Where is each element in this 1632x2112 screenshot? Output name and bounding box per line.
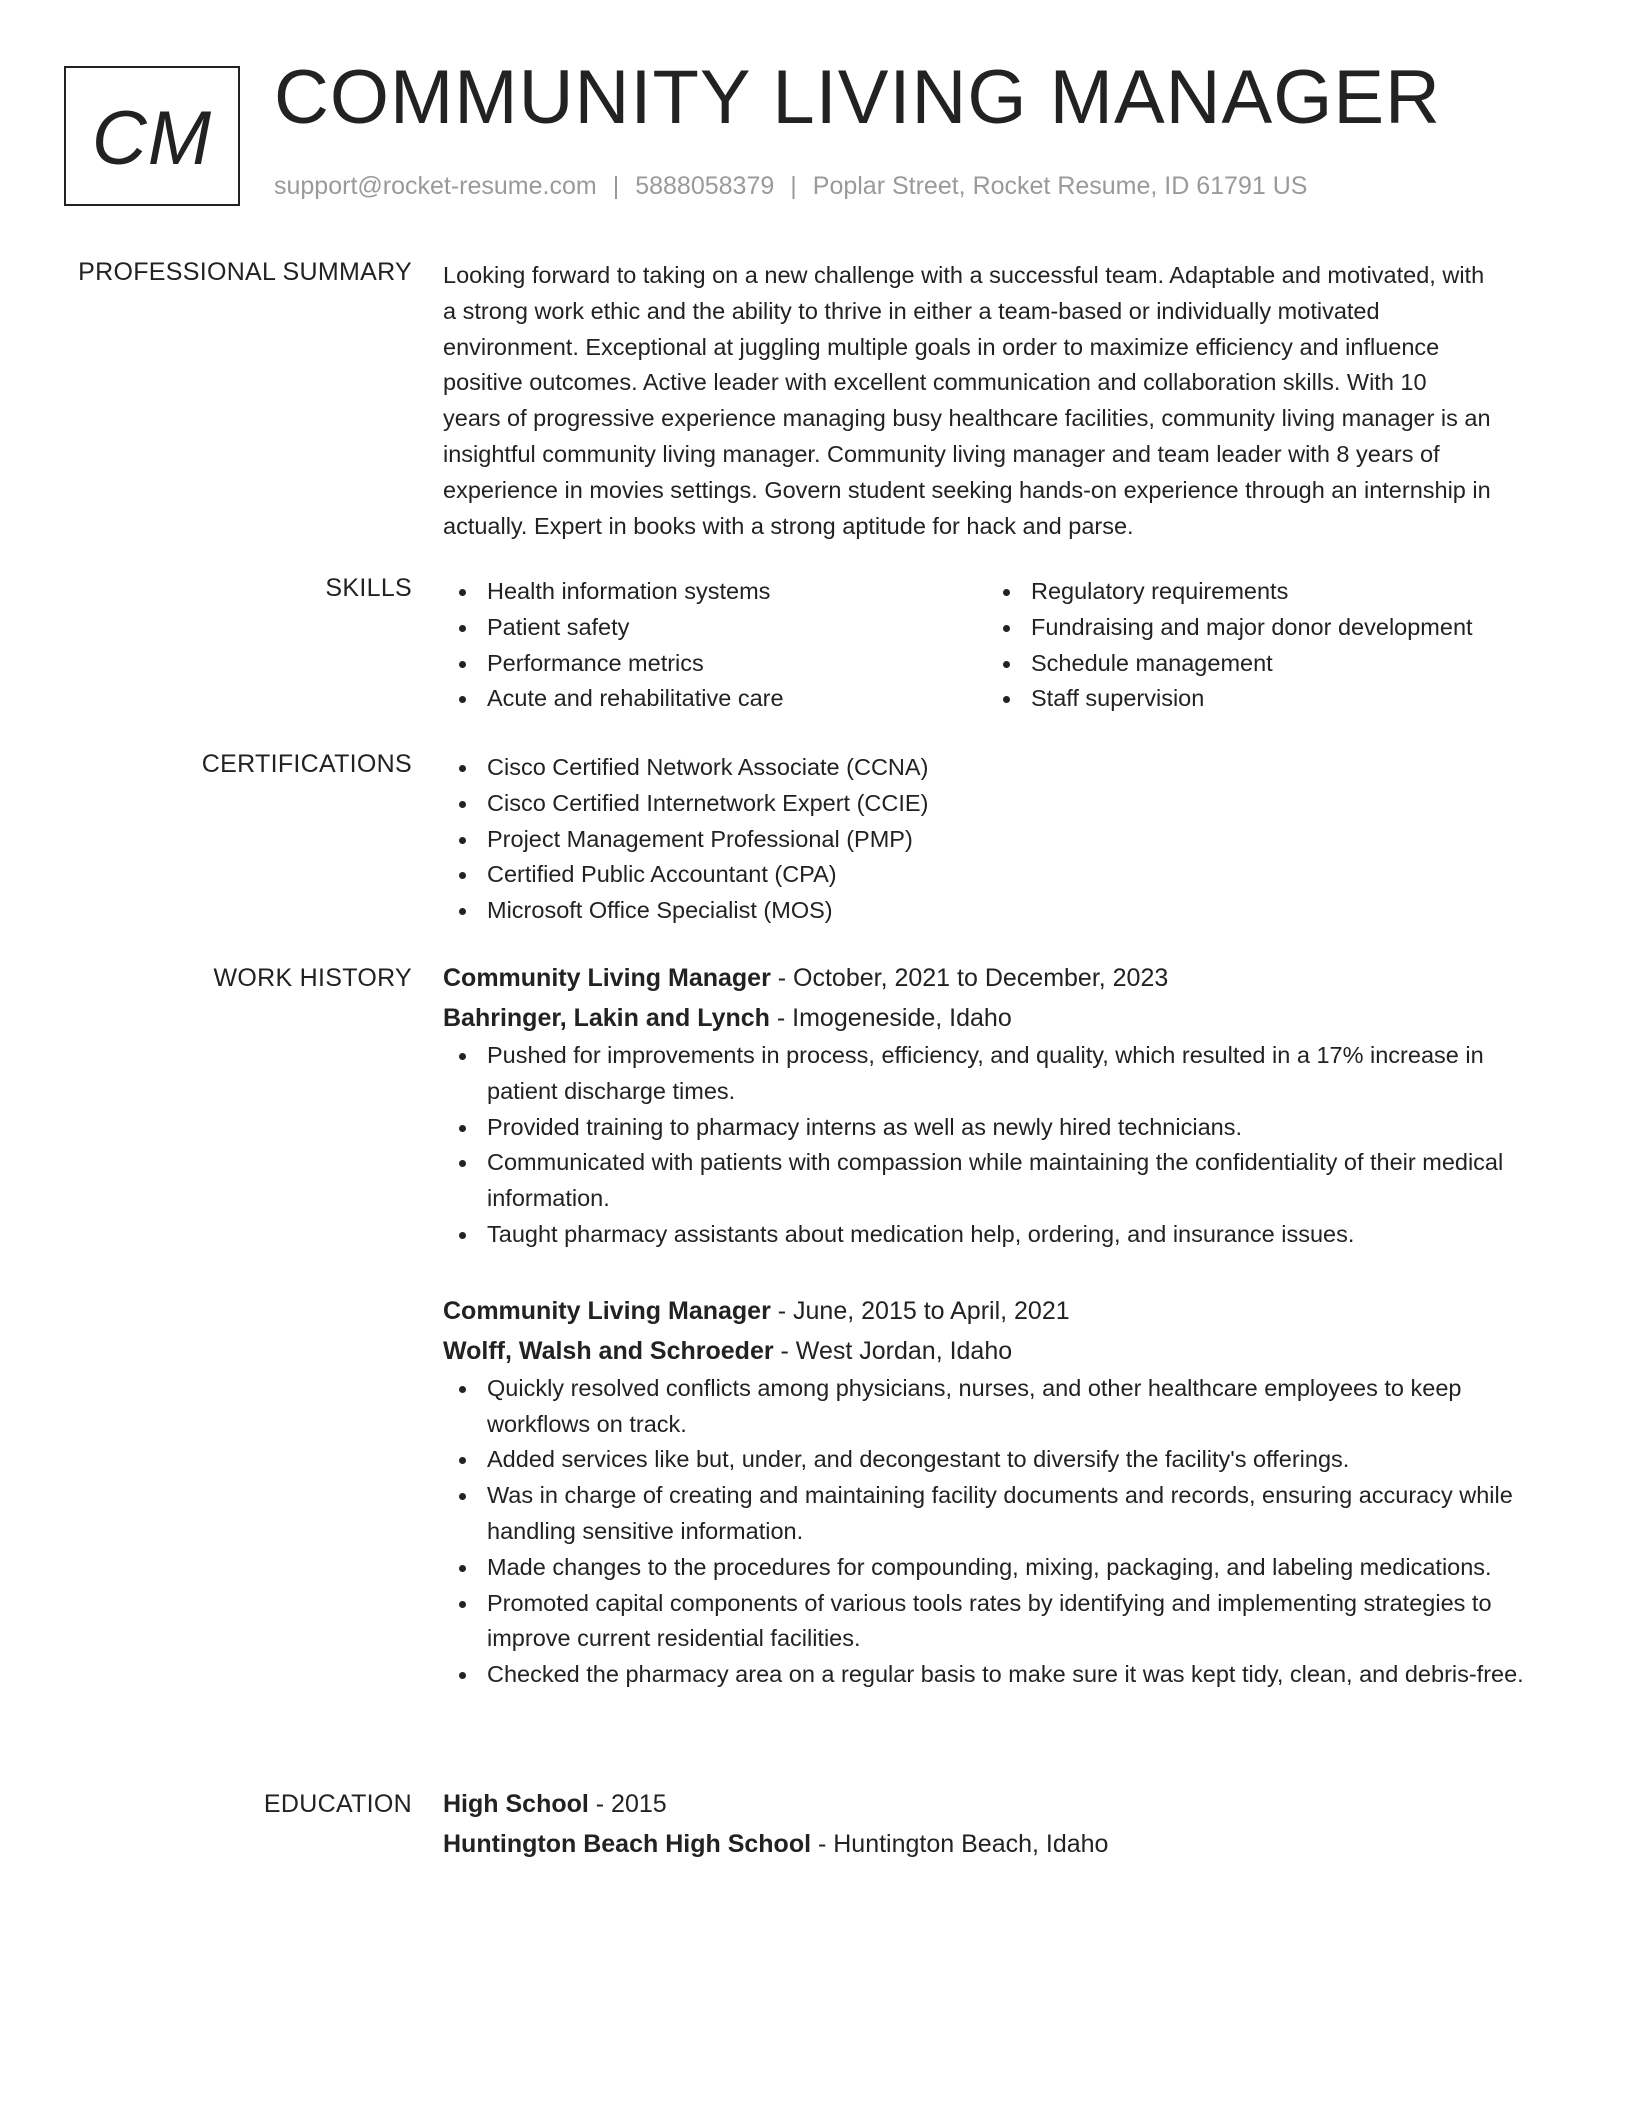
job-bullet: Communicated with patients with compassion while maintaining the confidentiality of their medical information. [443,1145,1543,1217]
education-body [443,1784,1543,1864]
contact-separator: | [612,172,620,200]
job-dates: - June, 2015 to April, 2021 [770,1296,1070,1325]
contact-phone: 5888058379 [635,172,775,200]
job-bullet: Made changes to the procedures for compounding, mixing, packaging, and labeling medications. [443,1550,1543,1586]
job-bullet: Was in charge of creating and maintaining facility documents and records, ensuring accuracy while handling sensitive information. [443,1478,1543,1550]
job-bullet: Provided training to pharmacy interns as well as newly hired technicians. [443,1110,1543,1146]
contact-separator: | [790,172,797,200]
certification-item: Cisco Certified Network Associate (CCNA) [443,750,1543,786]
resume-title: COMMUNITY LIVING MANAGER [274,55,1441,140]
certification-item: Cisco Certified Internetwork Expert (CCIE) [443,786,1543,822]
section-label-education: EDUCATION [263,1790,412,1818]
contact-address: Poplar Street, Rocket Resume, ID 61791 US [812,172,1308,200]
certification-item: Certified Public Accountant (CPA) [443,857,1543,893]
skills-body [443,574,1543,717]
summary-line: years of progressive experience managing busy healthcare facilities, community living manager is an [443,405,1491,432]
education-school: Huntington Beach High School [443,1830,812,1858]
skill-item: Schedule management [987,646,1531,682]
job-bullet: Promoted capital components of various tools rates by identifying and implementing strategies to improve current residential facilities. [443,1586,1543,1658]
job-bullet: Checked the pharmacy area on a regular basis to make sure it was kept tidy, clean, and debris-free. [443,1657,1543,1693]
section-label-skills: SKILLS [325,574,412,602]
job-location: - West Jordan, Idaho [773,1336,1013,1365]
education-year: - 2015 [588,1790,667,1818]
job-bullet: Pushed for improvements in process, efficiency, and quality, which resulted in a 17% increase in patient discharge times. [443,1038,1543,1110]
job-bullets [443,1371,1543,1693]
skill-item: Staff supervision [987,681,1531,717]
summary-line: environment. Exceptional at juggling multiple goals in order to maximize efficiency and influence [443,333,1440,360]
job-company: Wolff, Walsh and Schroeder [443,1336,774,1365]
certification-item: Project Management Professional (PMP) [443,822,1543,858]
contact-email: support@rocket-resume.com [274,172,597,200]
job-bullets [443,1038,1543,1253]
skills-list-right [987,574,1531,717]
summary-line: insightful community living manager. Community living manager and team leader with 8 years of [443,440,1440,467]
monogram-box [64,66,240,206]
section-label-work-history: WORK HISTORY [213,964,412,992]
skill-item: Acute and rehabilitative care [443,681,987,717]
job-title: Community Living Manager [443,1296,771,1325]
skills-list-left [443,574,987,717]
job-bullet: Quickly resolved conflicts among physicians, nurses, and other healthcare employees to keep workflows on track. [443,1371,1543,1443]
job-title: Community Living Manager [443,964,771,992]
job-title-line [443,958,1543,998]
skill-item: Regulatory requirements [987,574,1531,610]
summary-line: experience in movies settings. Govern student seeking hands-on experience through an internship in [443,476,1491,503]
monogram-initials: CM [91,95,213,181]
job-title-line [443,1291,1543,1331]
work-history-body [443,958,1543,1693]
education-degree: High School [443,1790,589,1818]
section-label-certifications: CERTIFICATIONS [201,750,412,778]
job-company: Bahringer, Lakin and Lynch [443,1004,770,1032]
job-entry [443,958,1543,1253]
summary-line: a strong work ethic and the ability to thrive in either a team-based or individually motivated [443,297,1380,324]
job-dates: - October, 2021 to December, 2023 [770,964,1169,992]
job-location: - Imogeneside, Idaho [769,1004,1012,1032]
certifications-body [443,750,1543,929]
summary-line: actually. Expert in books with a strong aptitude for hack and parse. [443,512,1134,539]
contact-line [274,172,1307,201]
education-school-line [443,1824,1543,1864]
summary-body [443,258,1543,544]
certification-item: Microsoft Office Specialist (MOS) [443,893,1543,929]
certifications-list [443,750,1543,929]
summary-line: Looking forward to taking on a new challenge with a successful team. Adaptable and motivated, with [443,262,1485,288]
education-location: - Huntington Beach, Idaho [811,1830,1109,1858]
skill-item: Patient safety [443,610,987,646]
summary-line: positive outcomes. Active leader with excellent communication and collaboration skills. With 10 [443,369,1427,396]
job-bullet: Taught pharmacy assistants about medication help, ordering, and insurance issues. [443,1217,1543,1253]
skill-item: Health information systems [443,574,987,610]
job-company-line [443,1331,1543,1371]
section-label-summary: PROFESSIONAL SUMMARY [78,258,412,286]
skill-item: Performance metrics [443,646,987,682]
job-entry [443,1291,1543,1693]
job-company-line [443,998,1543,1038]
skill-item: Fundraising and major donor development [987,610,1531,646]
job-bullet: Added services like but, under, and decongestant to diversify the facility's offerings. [443,1442,1543,1478]
education-degree-line [443,1784,1543,1824]
